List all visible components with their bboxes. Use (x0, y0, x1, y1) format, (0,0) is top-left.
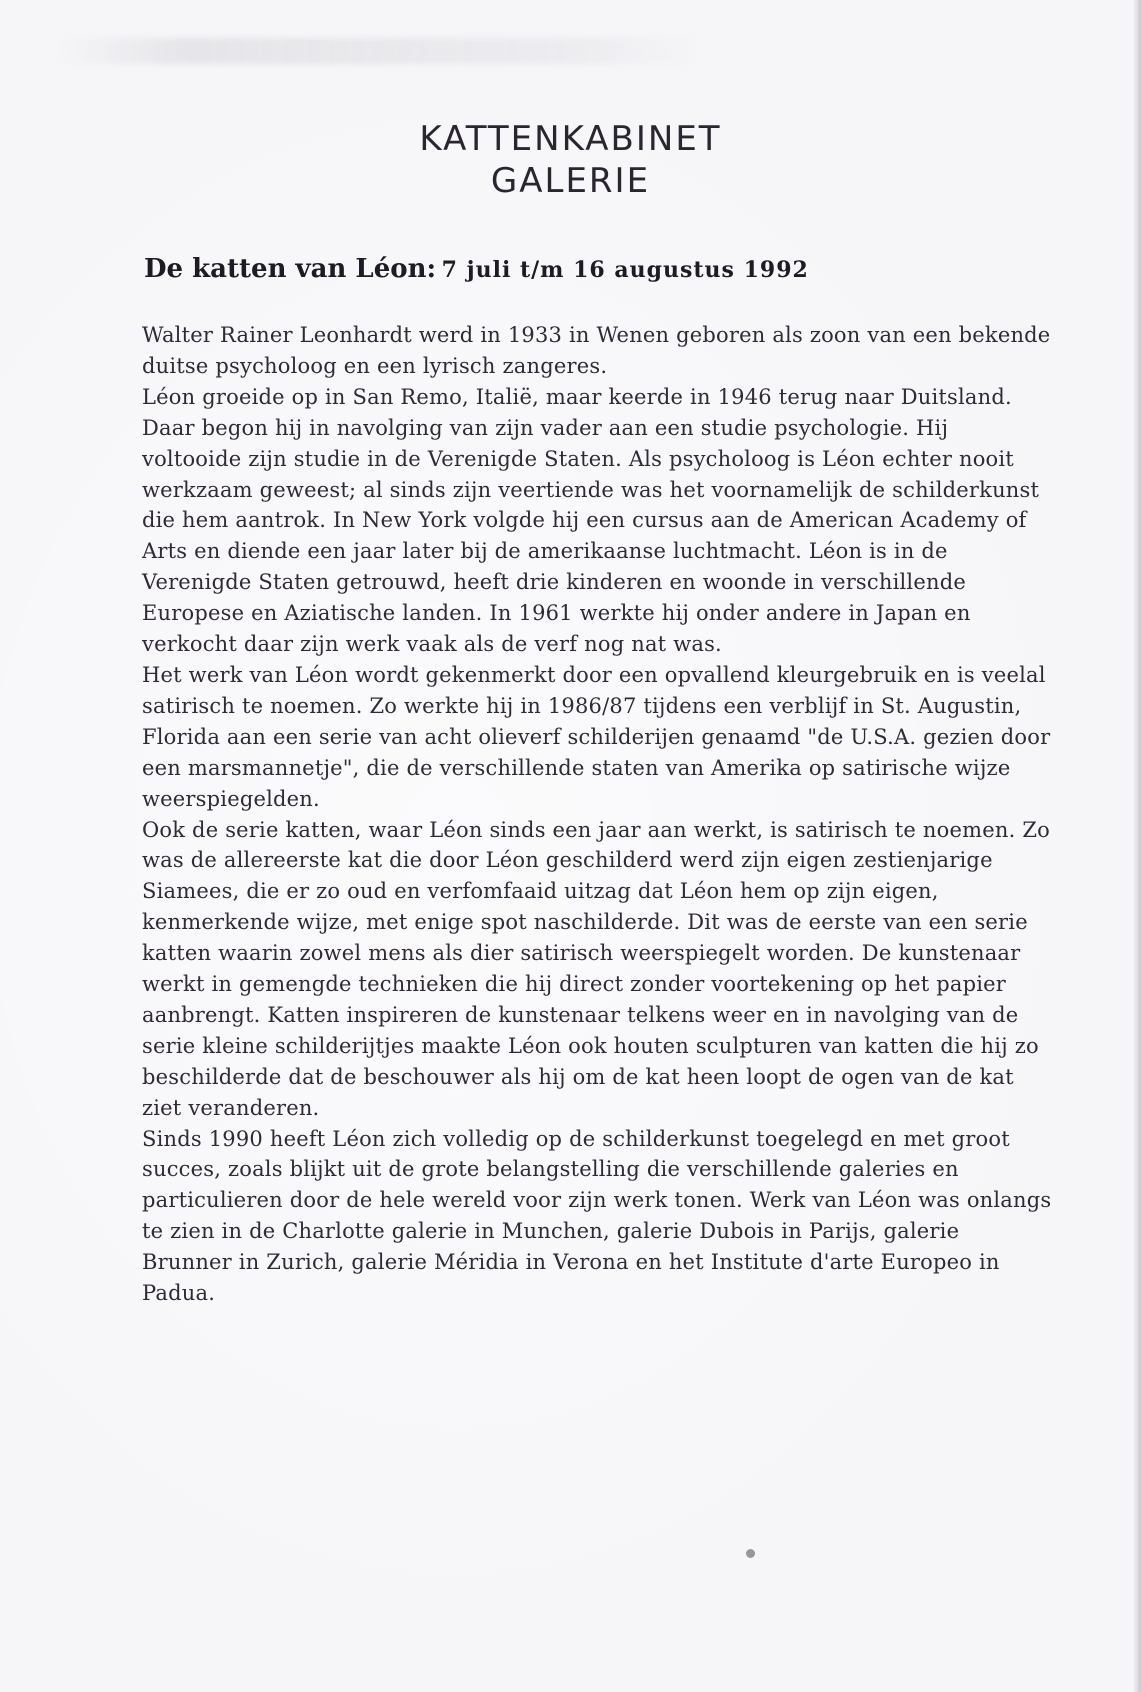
exhibition-subtitle (144, 254, 1044, 284)
heading-line-2: GALERIE (490, 161, 651, 201)
exhibition-title: De katten van Léon: (144, 254, 437, 284)
article-body (142, 320, 1052, 1309)
scan-smudge (60, 38, 700, 64)
heading-line-1: KATTENKABINET (419, 119, 722, 159)
ink-dot (746, 1549, 755, 1558)
gallery-heading (0, 118, 1141, 202)
paragraph-1: Walter Rainer Leonhardt werd in 1933 in Wenen geboren als zoon van een bekende duitse psycholoog en een lyrisch zangeres. (142, 323, 1051, 378)
exhibition-dates: 7 juli t/m 16 augustus 1992 (441, 257, 809, 283)
scan-edge-shadow (1133, 0, 1141, 1692)
paragraph-4: Ook de serie katten, waar Léon sinds een jaar aan werkt, is satirisch te noemen. Zo was de allereerste kat die door Léon geschilderd werd zijn eigen zestienjarige Siamees, die er zo oud en verfomfaaid uitzag dat Léon hem op zijn eigen, kenmerkende wijze, met enige spot naschilderde. Dit was de eerste van een serie katten waarin zowel mens als dier satirisch weerspiegelt worden. De kunstenaar werkt in gemengde technieken die hij direct zonder voortekening op het papier aanbrengt. Katten inspireren de kunstenaar telkens weer en in navolging van de serie kleine schilderijtjes maakte Léon ook houten sculpturen van katten die hij zo beschilderde dat de beschouwer als hij om de kat heen loopt de ogen van de kat ziet veranderen. (142, 817, 1050, 1120)
paragraph-3: Het werk van Léon wordt gekenmerkt door een opvallend kleurgebruik en is veelal satirisch te noemen. Zo werkte hij in 1986/87 tijdens een verblijf in St. Augustin, Florida aan een serie van acht olieverf schilderijen genaamd "de U.S.A. gezien door een marsmannetje", die de verschillende staten van Amerika op satirische wijze weerspiegelden. (142, 662, 1051, 811)
paragraph-2: Léon groeide op in San Remo, Italië, maar keerde in 1946 terug naar Duitsland. Daar begon hij in navolging van zijn vader aan een studie psychologie. Hij voltooide zijn studie in de Verenigde Staten. Als psycholoog is Léon echter nooit werkzaam geweest; al sinds zijn veertiende was het voornamelijk de schilderkunst die hem aantrok. In New York volgde hij een cursus aan de American Academy of Arts en diende een jaar later bij de amerikaanse luchtmacht. Léon is in de Verenigde Staten getrouwd, heeft drie kinderen en woonde in verschillende Europese en Aziatische landen. In 1961 werkte hij onder andere in Japan en verkocht daar zijn werk vaak als de verf nog nat was. (142, 384, 1040, 657)
paragraph-5: Sinds 1990 heeft Léon zich volledig op de schilderkunst toegelegd en met groot succes, zoals blijkt uit de grote belangstelling die verschillende galeries en particulieren door de hele wereld voor zijn werk tonen. Werk van Léon was onlangs te zien in de Charlotte galerie in Munchen, galerie Dubois in Parijs, galerie Brunner in Zurich, galerie Méridia in Verona en het Institute d'arte Europeo in Padua. (142, 1126, 1052, 1306)
